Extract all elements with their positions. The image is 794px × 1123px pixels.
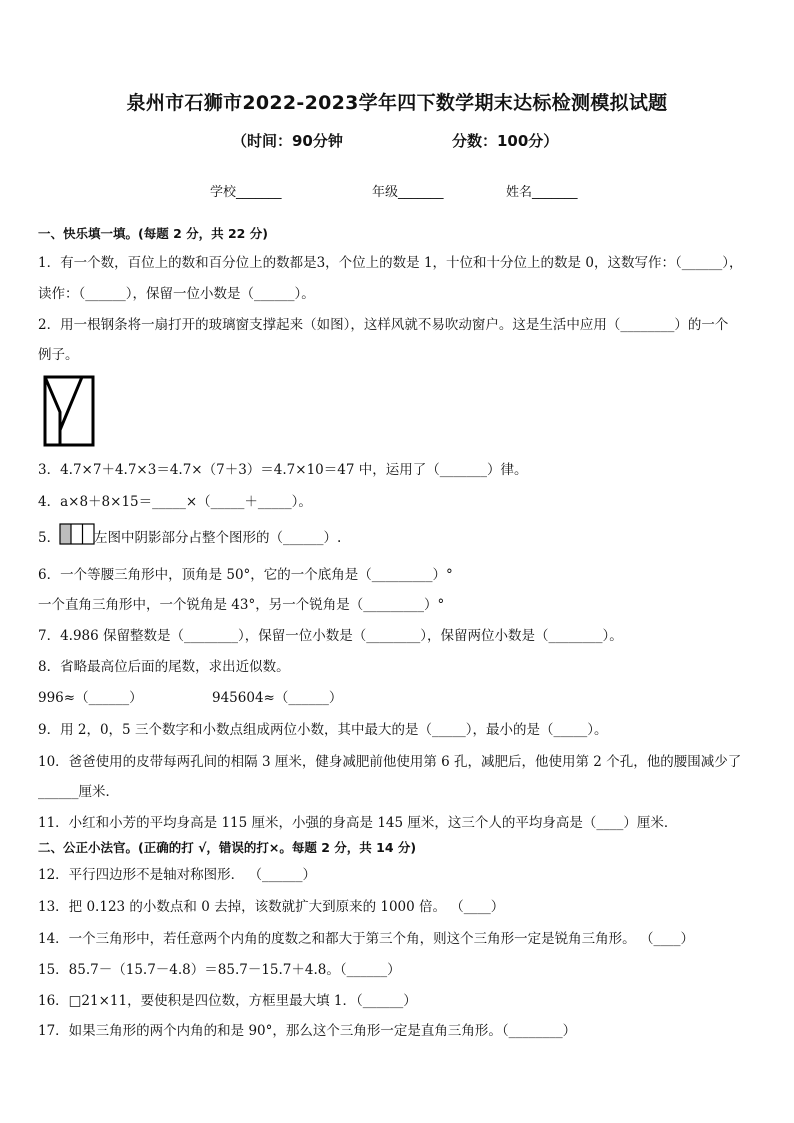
time-info: （时间：90分钟 — [232, 132, 343, 150]
question-3: 3．4.7×7＋4.7×3＝4.7×（7＋3）＝4.7×10＝47 中，运用了（_______）律。 — [38, 462, 528, 478]
question-6-line-1: 6．一个等腰三角形中，顶角是 50°，它的一个底角是（_________）° — [38, 567, 453, 583]
question-13: 13．把 0.123 的小数点和 0 去掉，该数就扩大到原来的 1000 倍。 （____） — [38, 899, 505, 915]
question-6-line-2: 一个直角三角形中，一个锐角是 43°，另一个锐角是（_________）° — [38, 597, 445, 613]
question-4: 4．a×8＋8×15＝_____×（_____＋_____）。 — [38, 494, 312, 510]
question-10-line-1: 10．爸爸使用的皮带每两孔间的相隔 3 厘米，健身减肥前他使用第 6 孔，减肥后，他使用第 2 个孔，他的腰围减少了 — [38, 754, 742, 770]
name-field[interactable]: 姓名_______ — [506, 185, 578, 200]
question-5 — [38, 526, 60, 546]
question-11: 11．小红和小芳的平均身高是 115 厘米，小强的身高是 145 厘米，这三个人的平均身高是（____）厘米． — [38, 815, 678, 831]
question-10-line-2: ______厘米． — [38, 784, 119, 800]
question-2-line-1: 2．用一根钢条将一扇打开的玻璃窗支撑起来（如图），这样风就不易吹动窗户。这是生活中应用（________）的一个 — [38, 317, 729, 333]
question-14: 14．一个三角形中，若任意两个内角的度数之和都大于第三个角，则这个三角形一定是锐角三角形。 （____） — [38, 931, 694, 947]
question-9: 9．用 2，0，5 三个数字和小数点组成两位小数，其中最大的是（_____），最小的是（_____）。 — [38, 722, 608, 738]
question-7: 7．4.986 保留整数是（________），保留一位小数是（________），保留两位小数是（________）。 — [38, 628, 623, 644]
grade-field[interactable]: 年级_______ — [372, 185, 444, 200]
question-16: 16．□21×11，要使积是四位数，方框里最大填 1．（______） — [38, 993, 417, 1009]
question-5-text: 左图中阴影部分占整个图形的（______）. — [94, 530, 342, 546]
question-12: 12．平行四边形不是轴对称图形． （______） — [38, 867, 316, 883]
shaded-rectangle-figure — [59, 523, 95, 545]
question-2-line-2: 例子。 — [38, 347, 79, 363]
question-1-line-1: 1．有一个数，百位上的数和百分位上的数都是3，个位上的数是 1，十位和十分位上的数是 0，这数写作：（______）， — [38, 255, 743, 271]
question-8-part-b: 945604≈（______） — [212, 690, 343, 706]
question-15: 15．85.7－（15.7－4.8）＝85.7－15.7＋4.8。（______） — [38, 962, 401, 978]
page-title: 泉州市石狮市2022-2023学年四下数学期末达标检测模拟试题 — [126, 92, 668, 114]
question-5-number: 5． — [38, 530, 61, 546]
question-17: 17．如果三角形的两个内角的和是 90°，那么这个三角形一定是直角三角形。（________） — [38, 1023, 577, 1039]
score-info: 分数：100分） — [452, 132, 559, 150]
window-support-figure — [42, 374, 98, 448]
question-8: 8．省略最高位后面的尾数，求出近似数。 — [38, 659, 290, 675]
section-1-heading: 一、快乐填一填。(每题 2 分，共 22 分) — [38, 226, 268, 241]
section-2-heading: 二、公正小法官。(正确的打 √，错误的打×。每题 2 分，共 14 分) — [38, 840, 417, 855]
question-8-part-a: 996≈（______） — [38, 690, 143, 706]
question-1-line-2: 读作：（______），保留一位小数是（______）。 — [38, 286, 315, 302]
school-field[interactable]: 学校_______ — [210, 185, 282, 200]
